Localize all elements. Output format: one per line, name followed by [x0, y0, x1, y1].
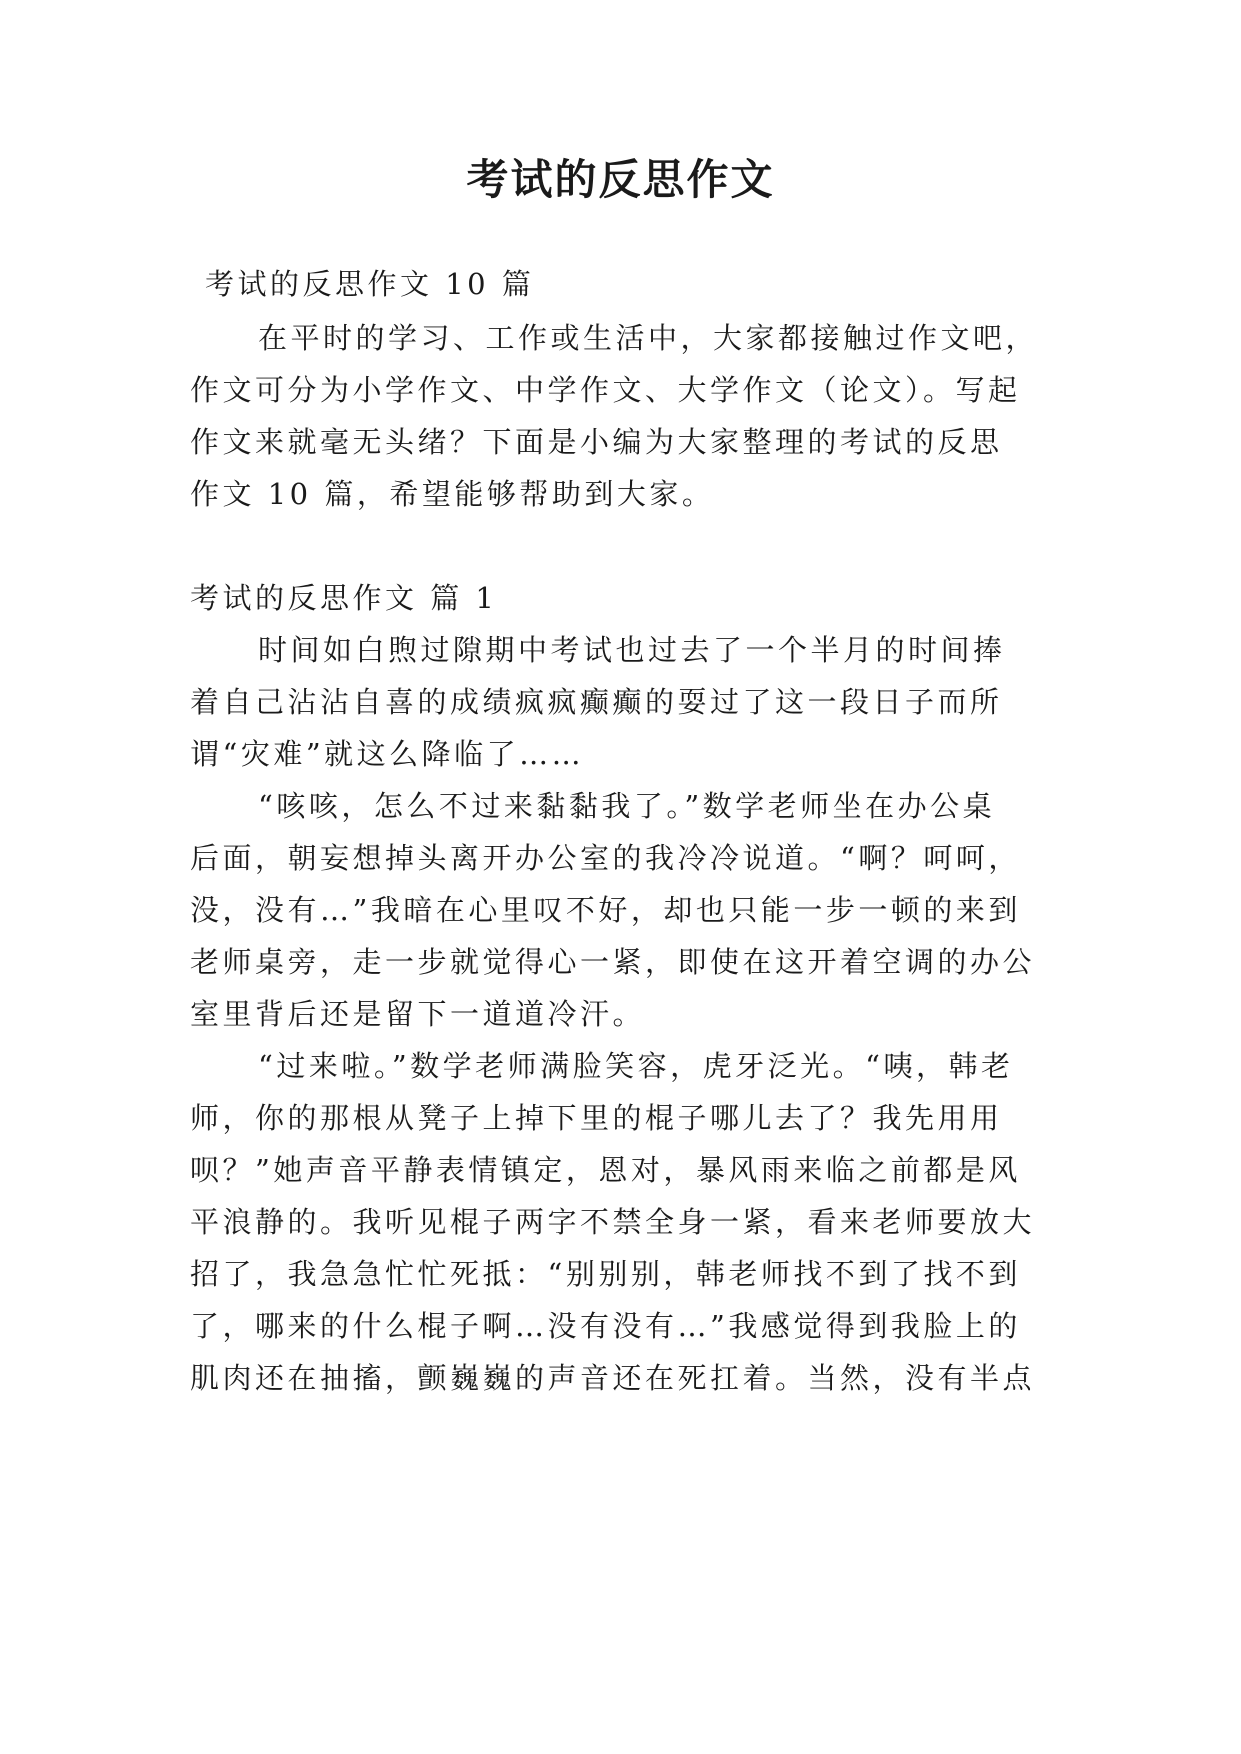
paragraph-line: 老师桌旁，走一步就觉得心一紧，即使在这开着空调的办公 — [190, 945, 1036, 979]
intro-line: 作文可分为小学作文、中学作文、大学作文（论文）。写起 — [190, 373, 1021, 407]
intro-line: 在平时的学习、工作或生活中，大家都接触过作文吧， — [258, 321, 1039, 355]
paragraph-line: “过来啦。”数学老师满脸笑容，虎牙泛光。“咦，韩老 — [258, 1049, 1014, 1083]
paragraph-line: 室里背后还是留下一道道冷汗。 — [190, 997, 646, 1031]
paragraph-line: 肌肉还在抽搐，颤巍巍的声音还在死扛着。当然，没有半点 — [190, 1361, 1036, 1395]
paragraph-line: 师，你的那根从凳子上掉下里的棍子哪儿去了？我先用用 — [190, 1101, 1003, 1135]
paragraph-line: 谓“灾难”就这么降临了…… — [190, 737, 585, 771]
section-heading: 考试的反思作文 篇 1 — [190, 581, 498, 615]
paragraph-line: 后面，朝妄想掉头离开办公室的我冷冷说道。“啊？呵呵， — [190, 841, 1021, 875]
paragraph-line: 呗？”她声音平静表情镇定，恩对，暴风雨来临之前都是风 — [190, 1153, 1021, 1187]
paragraph-line: 着自己沾沾自喜的成绩疯疯癫癫的耍过了这一段日子而所 — [190, 685, 1003, 719]
paragraph-line: 没，没有…”我暗在心里叹不好，却也只能一步一顿的来到 — [190, 893, 1021, 927]
paragraph-line: 时间如白煦过隙期中考试也过去了一个半月的时间捧 — [258, 633, 1006, 667]
paragraph-line: 了，哪来的什么棍子啊…没有没有…”我感觉得到我脸上的 — [190, 1309, 1021, 1343]
intro-line: 作文来就毫无头绪？下面是小编为大家整理的考试的反思 — [190, 425, 1003, 459]
paragraph-line: “咳咳，怎么不过来黏黏我了。”数学老师坐在办公桌 — [258, 789, 996, 823]
document-subtitle: 考试的反思作文 10 篇 — [205, 267, 535, 301]
paragraph-line: 平浪静的。我听见棍子两字不禁全身一紧，看来老师要放大 — [190, 1205, 1036, 1239]
intro-line: 作文 10 篇，希望能够帮助到大家。 — [190, 477, 715, 511]
document-title: 考试的反思作文 — [466, 155, 775, 204]
paragraph-line: 招了，我急急忙忙死抵：“别别别，韩老师找不到了找不到 — [190, 1257, 1021, 1291]
